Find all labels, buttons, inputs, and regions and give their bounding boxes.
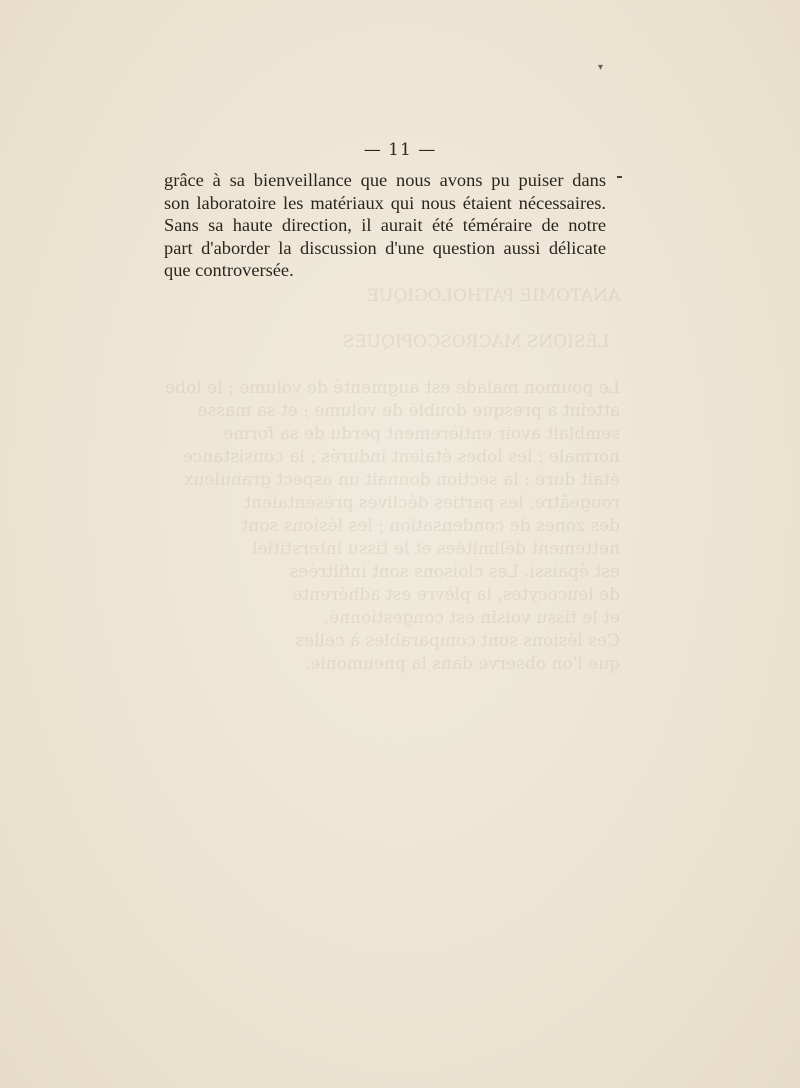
bleed-through-texture: ANATOMIE PATHOLOGIQUE LÉSIONS MACROSCOPIQUES Le poumon malade est augmenté de volume ; le lobe atteint a presque doublé de volume ; et sa masse semblait avoir entièrement perdu de sa forme normale ; les lobes étaient indurés ; la consistance était dure ; la section donnait un aspect granuleux rougeâtre, les parties déclives présentaient des zones de condensation ; les lésions sont nettement délimitées et le tissu interstitiel est épaissi. Les cloisons sont infiltrées de leucocytes, la plèvre est adhérente et le tissu voisin est congestionné. Ces lésions sont comparables à celles que l'on observe dans la pneumonie. (165, 286, 620, 674)
text-line: que controversée. (164, 260, 294, 281)
text-line: part d'aborder la discussion d'une question aussi délicate (164, 237, 606, 258)
text-line: grâce à sa bienveillance que nous avons pu puiser dans (164, 170, 606, 190)
page-number: — 11 — (363, 140, 437, 160)
text-line: son laboratoire les matériaux qui nous étaient nécessaires. (164, 192, 606, 213)
ink-speck: ▾ (598, 62, 604, 73)
body-paragraph (164, 169, 606, 282)
margin-mark (617, 176, 622, 178)
text-line: Sans sa haute direction, il aurait été téméraire de notre (164, 215, 606, 236)
